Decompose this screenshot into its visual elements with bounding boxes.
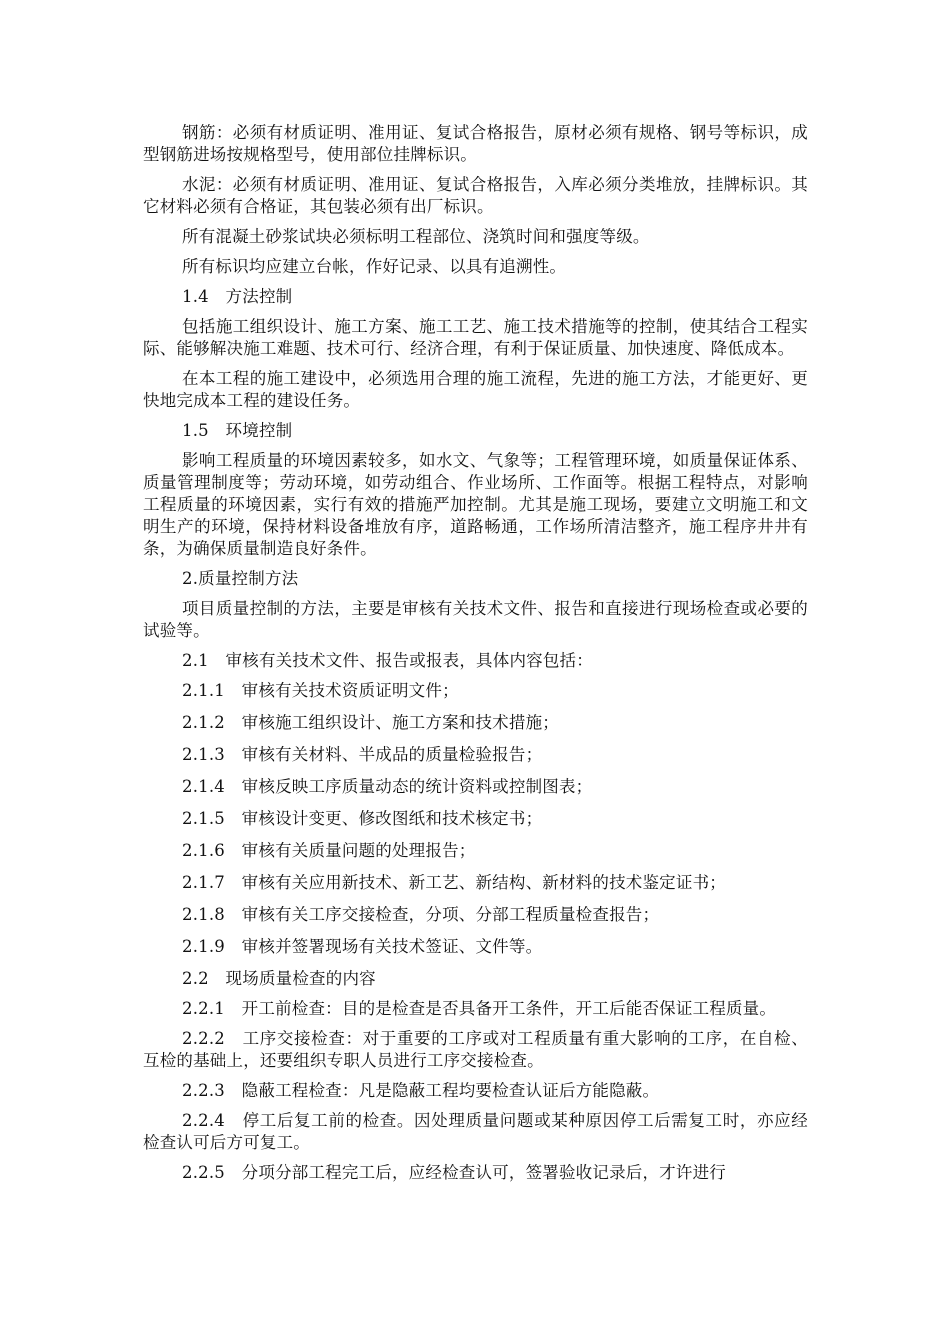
item-2-2-5: 2.2.5 分项分部工程完工后，应经检查认可，签署验收记录后，才许进行	[182, 1163, 726, 1182]
item-2-1-7: 2.1.7 审核有关应用新技术、新工艺、新结构、新材料的技术鉴定证书；	[182, 873, 726, 892]
item-2-2-4: 2.2.4 停工后复工前的检查。因处理质量问题或某种原因停工后需复工时，亦应经检查认可后方可复工。	[143, 1111, 808, 1152]
paragraph-qc-methods: 项目质量控制的方法，主要是审核有关技术文件、报告和直接进行现场检查或必要的试验等。	[143, 599, 808, 640]
paragraph-test-blocks: 所有混凝土砂浆试块必须标明工程部位、浇筑时间和强度等级。	[182, 227, 650, 246]
item-2-1-5: 2.1.5 审核设计变更、修改图纸和技术核定书；	[182, 809, 543, 828]
paragraph-method-scope: 包括施工组织设计、施工方案、施工工艺、施工技术措施等的控制，使其结合工程实际、能够解决施工难题、技术可行、经济合理，有利于保证质量、加快速度、降低成本。	[143, 317, 808, 358]
item-2-1-4: 2.1.4 审核反映工序质量动态的统计资料或控制图表；	[182, 777, 593, 796]
paragraph-cement: 水泥：必须有材质证明、准用证、复试合格报告，入库必须分类堆放，挂牌标识。其它材料必须有合格证，其包装必须有出厂标识。	[143, 175, 808, 216]
item-2-1-9: 2.1.9 审核并签署现场有关技术签证、文件等。	[182, 937, 543, 956]
item-2-1-3: 2.1.3 审核有关材料、半成品的质量检验报告；	[182, 745, 543, 764]
item-2-1-2: 2.1.2 审核施工组织设计、施工方案和技术措施；	[182, 713, 559, 732]
heading-2-1: 2.1 审核有关技术文件、报告或报表，具体内容包括：	[182, 651, 593, 670]
item-2-2-2: 2.2.2 工序交接检查：对于重要的工序或对工程质量有重大影响的工序，在自检、互检的基础上，还要组织专职人员进行工序交接检查。	[143, 1029, 808, 1070]
item-2-2-3: 2.2.3 隐蔽工程检查：凡是隐蔽工程均要检查认证后方能隐蔽。	[182, 1081, 660, 1100]
paragraph-ledger: 所有标识均应建立台帐，作好记录、以具有追溯性。	[182, 257, 567, 276]
paragraph-environment: 影响工程质量的环境因素较多，如水文、气象等；工程管理环境，如质量保证体系、质量管理制度等；劳动环境，如劳动组合、作业场所、工作面等。根据工程特点，对影响工程质量的环境因素，实行有效的措施严加控制。尤其是施工现场，要建立文明施工和文明生产的环境，保持材料设备堆放有序，道路畅通，工作场所清洁整齐，施工程序井井有条，为确保质量制造良好条件。	[143, 451, 808, 558]
item-2-1-6: 2.1.6 审核有关质量问题的处理报告；	[182, 841, 476, 860]
paragraph-rebar: 钢筋：必须有材质证明、准用证、复试合格报告，原材必须有规格、钢号等标识，成型钢筋进场按规格型号，使用部位挂牌标识。	[143, 123, 808, 164]
heading-2-2: 2.2 现场质量检查的内容	[182, 969, 376, 988]
heading-1-5: 1.5 环境控制	[182, 421, 293, 440]
heading-1-4: 1.4 方法控制	[182, 287, 293, 306]
paragraph-method-choice: 在本工程的施工建设中，必须选用合理的施工流程，先进的施工方法，才能更好、更快地完成本工程的建设任务。	[143, 369, 808, 410]
item-2-1-8: 2.1.8 审核有关工序交接检查，分项、分部工程质量检查报告；	[182, 905, 660, 924]
heading-2: 2.质量控制方法	[182, 569, 299, 588]
document-body	[143, 122, 808, 1192]
item-2-1-1: 2.1.1 审核有关技术资质证明文件；	[182, 681, 459, 700]
item-2-2-1: 2.2.1 开工前检查：目的是检查是否具备开工条件，开工后能否保证工程质量。	[182, 999, 777, 1018]
